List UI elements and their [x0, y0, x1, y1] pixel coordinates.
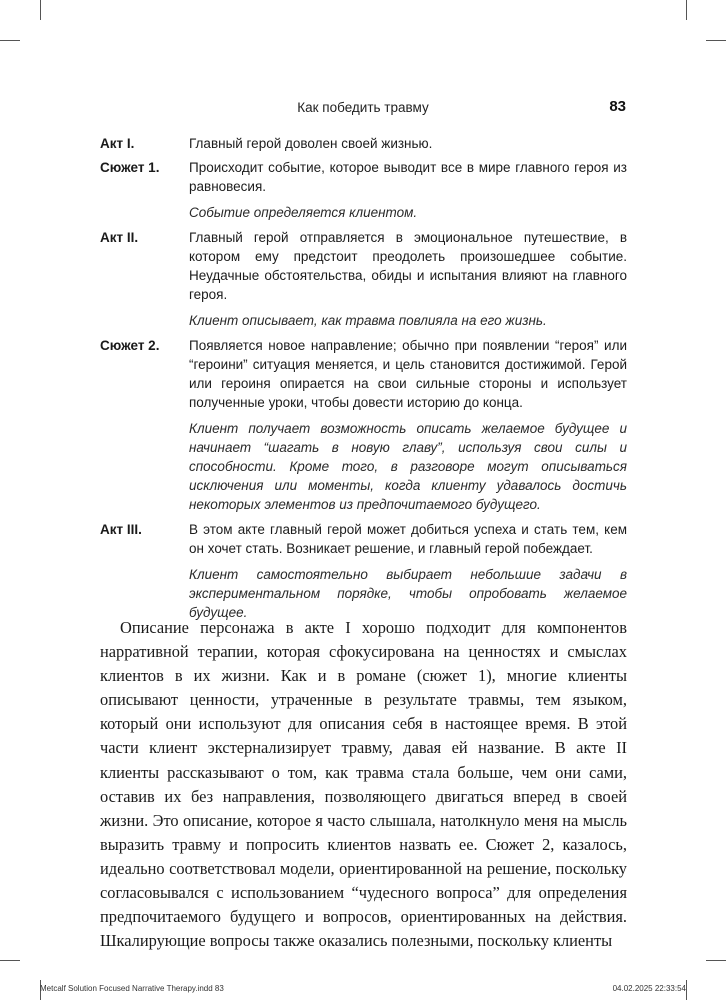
act-description: Главный герой доволен своей жизнью. — [189, 136, 433, 151]
body-paragraph: Описание персонажа в акте I хорошо подходит для компонентов нарративной терапии, которая сфокусирована на ценностях и смыслах клиентов в их жизни. Как и в романе (сюжет 1), многие клиенты описывают ценности, утраченные в результате травмы, тем языком, который они используют для описания себя в настоящее время. В этой части клиент экстернализирует травму, давая ей название. В акте II клиенты рассказывают о том, как травма стала больше, чем они сами, оставив их без направления, позволяющего двигаться вперед в своей жизни. Это описание, которое я часто слышала, натолкнуло меня на мысль выразить травму и попросить клиентов назвать ее. Сюжет 2, казалось, идеально соответствовал модели, ориентированной на решение, поскольку согласовывался с использованием “чудесного вопроса” для определения предпочитаемого будущего и вопросов, ориентированных на действия. Шкалирующие вопросы также оказались полезными, поскольку клиенты — [100, 618, 627, 951]
act-description: Появляется новое направление; обычно при появлении “героя” или “героини” ситуация меняется, и цель становится достижимой. Герой или героиня опирается на свои сильные стороны и использует полученные уроки, чтобы довести историю до конца. — [189, 338, 627, 410]
act-item-act-3 — [100, 520, 627, 622]
act-label: Акт II. — [100, 230, 139, 245]
act-description: Главный герой отправляется в эмоциональное путешествие, в котором ему предстоит преодолеть произошедшее событие. Неудачные обстоятельства, обиды и испытания влияют на главного героя. — [189, 230, 627, 302]
crop-mark-left-bottom — [0, 960, 20, 961]
act-client-note: Клиент описывает, как травма повлияла на его жизнь. — [189, 313, 547, 328]
act-label: Сюжет 1. — [100, 160, 160, 175]
act-client-note: Клиент получает возможность описать желаемое будущее и начинает “шагать в новую главу”, используя свои силы и способности. Кроме того, в разговоре могут описываться исключения или моменты, когда клиенту удавалось достичь некоторых элементов из предпочитаемого будущего. — [189, 421, 627, 512]
footer-timestamp: 04.02.2025 22:33:54 — [612, 984, 686, 993]
act-label: Акт I. — [100, 136, 135, 151]
crop-mark-top-left — [40, 0, 41, 20]
act-client-note: Клиент самостоятельно выбирает небольшие задачи в экспериментальном порядке, чтобы опробовать желаемое будущее. — [189, 567, 627, 620]
page-number: 83 — [609, 98, 626, 115]
act-label: Сюжет 2. — [100, 338, 160, 353]
act-item-act-2 — [100, 228, 627, 330]
crop-mark-bottom-right — [686, 980, 687, 1000]
act-description: Происходит событие, которое выводит все в мире главного героя из равновесия. — [189, 160, 627, 194]
crop-mark-right-bottom — [706, 960, 726, 961]
crop-mark-right-top — [706, 40, 726, 41]
act-item-plot-2 — [100, 336, 627, 514]
running-title: Как победить травму — [297, 100, 429, 115]
act-label: Акт III. — [100, 522, 142, 537]
act-item-plot-1 — [100, 158, 627, 222]
footer-file-name: Metcalf Solution Focused Narrative Therapy.indd 83 — [40, 984, 224, 993]
crop-mark-left-top — [0, 40, 20, 41]
crop-mark-top-right — [686, 0, 687, 20]
act-client-note: Событие определяется клиентом. — [189, 205, 418, 220]
act-description: В этом акте главный герой может добиться успеха и стать тем, кем он хочет стать. Возникает решение, и главный герой побеждает. — [189, 522, 627, 556]
act-item-act-1 — [100, 134, 627, 153]
acts-list — [100, 134, 627, 622]
